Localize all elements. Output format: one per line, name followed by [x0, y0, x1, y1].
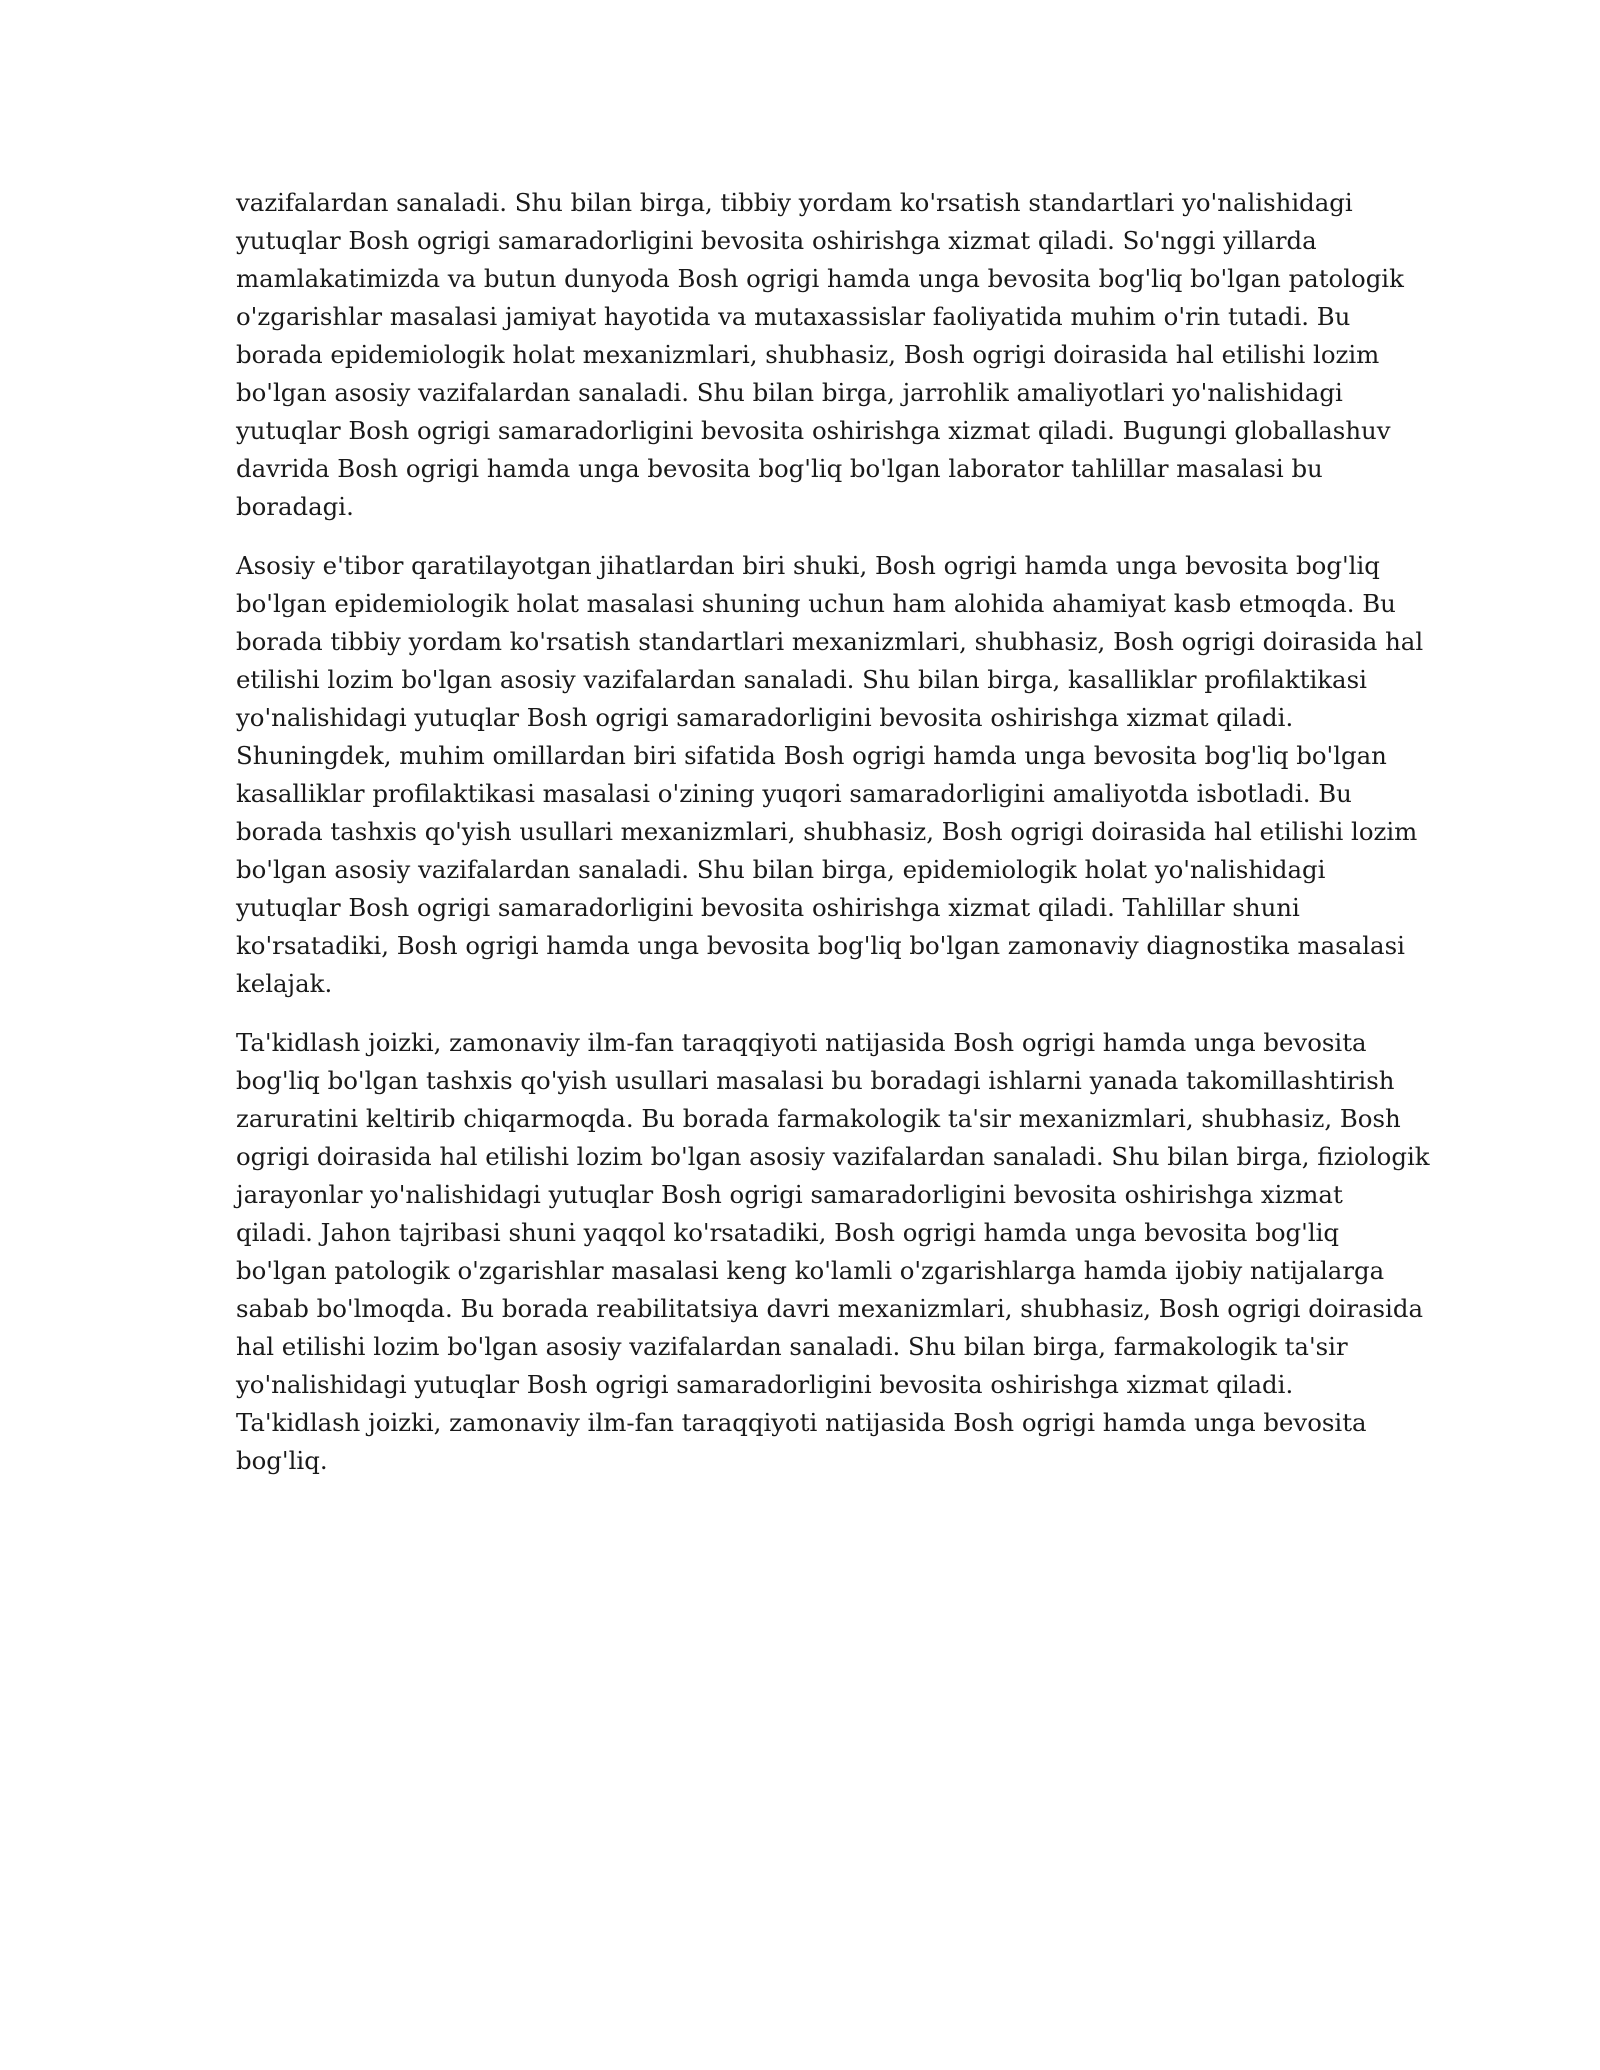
text-line: Ta'kidlash joizki, zamonaviy ilm-fan taraqqiyoti natijasida Bosh ogrigi hamda unga bevosita [236, 1408, 1367, 1437]
text-line: zaruratini keltirib chiqarmoqda. Bu borada farmakologik ta'sir mexanizmlari, shubhasiz, Bosh [236, 1104, 1401, 1133]
document-body [236, 184, 1430, 1501]
text-line: borada tibbiy yordam ko'rsatish standartlari mexanizmlari, shubhasiz, Bosh ogrigi doirasida hal [236, 627, 1424, 656]
text-line: ogrigi doirasida hal etilishi lozim bo'lgan asosiy vazifalardan sanaladi. Shu bilan birga, fiziologik [236, 1142, 1430, 1171]
text-line: davrida Bosh ogrigi hamda unga bevosita bog'liq bo'lgan laborator tahlillar masalasi bu [236, 454, 1323, 483]
paragraph-3 [236, 1024, 1430, 1480]
text-line: ko'rsatadiki, Bosh ogrigi hamda unga bevosita bog'liq bo'lgan zamonaviy diagnostika masalasi [236, 931, 1405, 960]
paragraph-2 [236, 547, 1424, 1003]
text-line: mamlakatimizda va butun dunyoda Bosh ogrigi hamda unga bevosita bog'liq bo'lgan patologik [236, 264, 1404, 293]
text-line: hal etilishi lozim bo'lgan asosiy vazifalardan sanaladi. Shu bilan birga, farmakologik ta'sir [236, 1332, 1348, 1361]
text-line: boradagi. [236, 492, 354, 521]
text-line: bog'liq bo'lgan tashxis qo'yish usullari masalasi bu boradagi ishlarni yanada takomillashtirish [236, 1066, 1395, 1095]
text-line: Shuningdek, muhim omillardan biri sifatida Bosh ogrigi hamda unga bevosita bog'liq bo'lgan [236, 741, 1387, 770]
paragraph-1 [236, 184, 1404, 526]
text-line: kelajak. [236, 969, 333, 998]
text-line: jarayonlar yo'nalishidagi yutuqlar Bosh ogrigi samaradorligini bevosita oshirishga xizmat [236, 1180, 1343, 1209]
text-line: o'zgarishlar masalasi jamiyat hayotida va mutaxassislar faoliyatida muhim o'rin tutadi. Bu [236, 302, 1351, 331]
text-line: bo'lgan asosiy vazifalardan sanaladi. Shu bilan birga, epidemiologik holat yo'nalishidagi [236, 855, 1326, 884]
text-line: etilishi lozim bo'lgan asosiy vazifalardan sanaladi. Shu bilan birga, kasalliklar profilaktikasi [236, 665, 1367, 694]
text-line: bo'lgan asosiy vazifalardan sanaladi. Shu bilan birga, jarrohlik amaliyotlari yo'nalishidagi [236, 378, 1343, 407]
text-line: borada epidemiologik holat mexanizmlari, shubhasiz, Bosh ogrigi doirasida hal etilishi lozim [236, 340, 1380, 369]
text-line: yo'nalishidagi yutuqlar Bosh ogrigi samaradorligini bevosita oshirishga xizmat qiladi. [236, 703, 1294, 732]
text-line: bog'liq. [236, 1446, 328, 1475]
text-line: kasalliklar profilaktikasi masalasi o'zining yuqori samaradorligini amaliyotda isbotladi. Bu [236, 779, 1352, 808]
text-line: Ta'kidlash joizki, zamonaviy ilm-fan taraqqiyoti natijasida Bosh ogrigi hamda unga bevosita [236, 1028, 1367, 1057]
text-line: Asosiy e'tibor qaratilayotgan jihatlardan biri shuki, Bosh ogrigi hamda unga bevosita bog'liq [236, 551, 1380, 580]
text-line: sabab bo'lmoqda. Bu borada reabilitatsiya davri mexanizmlari, shubhasiz, Bosh ogrigi doirasida [236, 1294, 1424, 1323]
text-line: vazifalardan sanaladi. Shu bilan birga, tibbiy yordam ko'rsatish standartlari yo'nalishidagi [236, 188, 1353, 217]
text-line: yutuqlar Bosh ogrigi samaradorligini bevosita oshirishga xizmat qiladi. Tahlillar shuni [236, 893, 1300, 922]
text-line: yo'nalishidagi yutuqlar Bosh ogrigi samaradorligini bevosita oshirishga xizmat qiladi. [236, 1370, 1294, 1399]
text-line: borada tashxis qo'yish usullari mexanizmlari, shubhasiz, Bosh ogrigi doirasida hal etilishi lozim [236, 817, 1418, 846]
text-line: yutuqlar Bosh ogrigi samaradorligini bevosita oshirishga xizmat qiladi. So'nggi yillarda [236, 226, 1317, 255]
text-line: bo'lgan patologik o'zgarishlar masalasi keng ko'lamli o'zgarishlarga hamda ijobiy natijalarga [236, 1256, 1385, 1285]
text-line: yutuqlar Bosh ogrigi samaradorligini bevosita oshirishga xizmat qiladi. Bugungi globallashuv [236, 416, 1391, 445]
text-line: qiladi. Jahon tajribasi shuni yaqqol ko'rsatadiki, Bosh ogrigi hamda unga bevosita bog'liq [236, 1218, 1340, 1247]
text-line: bo'lgan epidemiologik holat masalasi shuning uchun ham alohida ahamiyat kasb etmoqda. Bu [236, 589, 1396, 618]
